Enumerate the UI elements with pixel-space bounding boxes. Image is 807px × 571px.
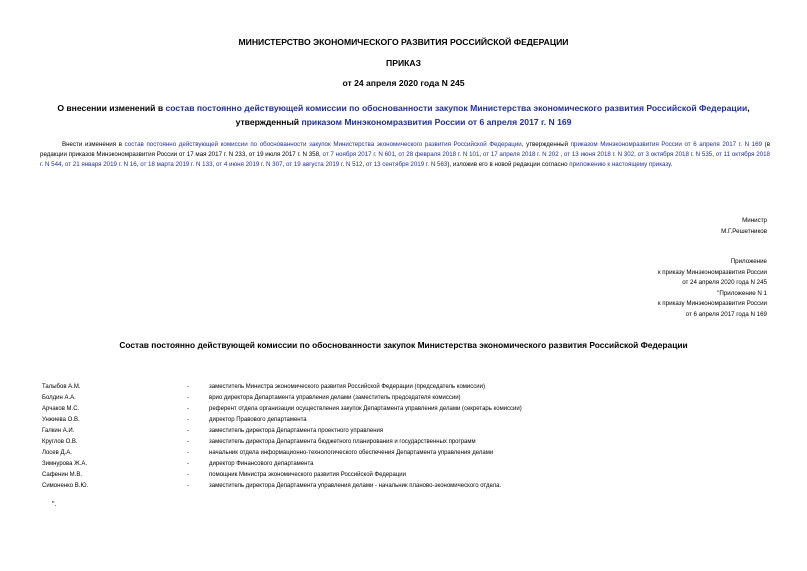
member-position: заместитель директора Департамента управления делами - начальник планово-экономического отдела. (209, 483, 502, 489)
list-item (42, 448, 762, 459)
body-paragraph (40, 140, 770, 170)
body-text: , (634, 151, 638, 158)
body-link-order-101[interactable]: от 28 февраля 2018 г. N 101 (398, 151, 480, 158)
list-item (42, 459, 762, 470)
member-dash: - (187, 428, 189, 434)
appendix-line: к приказу Минэкономразвития России (657, 300, 767, 307)
body-text: , утвержденный (521, 141, 571, 148)
member-dash: - (187, 406, 189, 412)
body-link-order-133[interactable]: от 18 марта 2019 г. N 133 (140, 161, 213, 168)
ministry-heading: МИНИСТЕРСТВО ЭКОНОМИЧЕСКОГО РАЗВИТИЯ РОССИЙСКОЙ ФЕДЕРАЦИИ (238, 37, 569, 47)
list-item (42, 393, 762, 404)
body-link-order-544[interactable]: от 11 октября 2018 г. N 544 (40, 151, 770, 168)
body-text: , (212, 161, 216, 168)
list-item (42, 404, 762, 415)
order-title (40, 102, 767, 129)
member-name: Сафенин М.В. (42, 472, 82, 478)
composition-title: Состав постоянно действующей комиссии по обоснованности закупок Министерства экономического развития Российской Федерации (119, 340, 688, 350)
body-link-order-535[interactable]: от 3 октября 2018 г. N 535 (637, 151, 713, 158)
list-item (42, 426, 762, 437)
list-item (42, 382, 762, 393)
member-name: Симоненко В.Ю. (42, 483, 89, 489)
body-text: . (670, 161, 673, 168)
body-text: , (61, 161, 65, 168)
body-text: (в редакции приказов Минэкономразвития России от 17 мая 2017 г. N 233, от 19 июля 2017 г. N 358, (40, 141, 770, 158)
body-text: , (558, 151, 564, 158)
list-item (42, 437, 762, 448)
doc-date-number: от 24 апреля 2020 года N 245 (342, 78, 465, 88)
body-text: , (712, 151, 716, 158)
list-item (42, 470, 762, 481)
member-dash: - (187, 417, 189, 423)
member-dash: - (187, 450, 189, 456)
body-link-appendix[interactable]: приложению к настоящему приказу (569, 161, 671, 168)
body-text: , (282, 161, 286, 168)
appendix-line: "Приложение N 1 (717, 289, 767, 297)
body-link-order-202[interactable]: от 17 апреля 2018 г. N 202 (482, 151, 559, 158)
member-dash: - (187, 483, 189, 489)
body-link-order-512[interactable]: от 19 августа 2019 г. N 512 (285, 161, 363, 168)
member-position: директор Финансового департамента (209, 461, 314, 467)
body-link-order-563[interactable]: от 13 сентября 2019 г. N 563 (365, 161, 448, 168)
body-link-order-169[interactable]: приказом Минэкономразвития России от 6 апреля 2017 г. N 169 (570, 141, 762, 148)
title-link-order-169[interactable]: приказом Минэкономразвития России от 6 апреля 2017 г. N 169 (301, 116, 572, 127)
member-position: помощник Министра экономического развития Российской Федерации (209, 472, 406, 478)
list-item (42, 415, 762, 426)
member-name: Талыбов А.М. (42, 384, 81, 390)
member-name: Арчаков М.С. (42, 406, 80, 412)
body-text: , (136, 161, 141, 168)
member-name: Круглов О.В. (42, 439, 78, 445)
body-text: , (479, 151, 483, 158)
member-position: заместитель Министра экономического развития Российской Федерации (председатель комиссии) (209, 384, 485, 390)
appendix-line: Приложение (730, 258, 767, 265)
member-position: директор Правового департамента (209, 417, 307, 423)
member-name: Лосев Д.А. (42, 450, 72, 456)
title-text-1: О внесении изменений в (57, 103, 166, 113)
appendix-block (500, 257, 767, 320)
body-link-order-307[interactable]: от 4 июня 2019 г. N 307 (215, 161, 283, 168)
body-link-composition[interactable]: состав постоянно действующей комиссии по обоснованности закупок Министерства экономического развития Российской Федерации (124, 141, 522, 148)
member-dash: - (187, 439, 189, 445)
appendix-line: от 6 апреля 2017 года N 169 (685, 310, 767, 318)
title-link-composition[interactable]: состав постоянно действующей комиссии по обоснованности закупок Министерства экономического развития Российской Федерации (165, 103, 748, 113)
member-name: Зимнурова Ж.А. (42, 461, 88, 467)
doc-type: ПРИКАЗ (386, 58, 421, 68)
member-position: референт отдела организации осуществления закупок Департамента управления делами (секретарь комиссии) (209, 406, 522, 412)
member-position: заместитель директора Департамента проектного управления (209, 428, 384, 434)
body-text: , (362, 161, 366, 168)
member-dash: - (187, 384, 189, 390)
member-dash: - (187, 472, 189, 478)
member-position: врио директора Департамента управления делами (заместитель председателя комиссии) (209, 395, 461, 401)
body-text: Внести изменения в (62, 141, 125, 148)
member-dash: - (187, 461, 189, 467)
body-link-order-601[interactable]: от 7 ноября 2017 г. N 601 (322, 151, 395, 158)
appendix-line: от 24 апреля 2020 года N 245 (682, 279, 767, 286)
title-text-2: , утвержденный (235, 103, 750, 127)
appendix-line: к приказу Минэкономразвития России (657, 268, 767, 276)
member-dash: - (187, 395, 189, 401)
body-text: ), изложив его в новой редакции согласно (447, 161, 570, 168)
signature-role: Министр (742, 217, 767, 224)
member-position: заместитель директора Департамента бюджетного планирования и государственных программ (209, 439, 476, 445)
closing-quote-mark: ". (52, 501, 57, 508)
body-link-order-302[interactable]: от 13 июня 2018 г. N 302 (563, 151, 635, 158)
member-name: Болдин А.А. (42, 395, 76, 401)
member-name: Унжиева О.В. (42, 417, 80, 423)
list-item (42, 481, 762, 492)
body-text: , (394, 151, 399, 158)
signature-name: М.Г.Решетников (721, 228, 767, 235)
member-name: Галкин А.И. (42, 428, 75, 434)
member-position: начальник отдела информационно-технологического обеспечения Департамента управления делами (209, 450, 494, 456)
body-link-order-16[interactable]: от 21 января 2019 г. N 16 (64, 161, 137, 168)
